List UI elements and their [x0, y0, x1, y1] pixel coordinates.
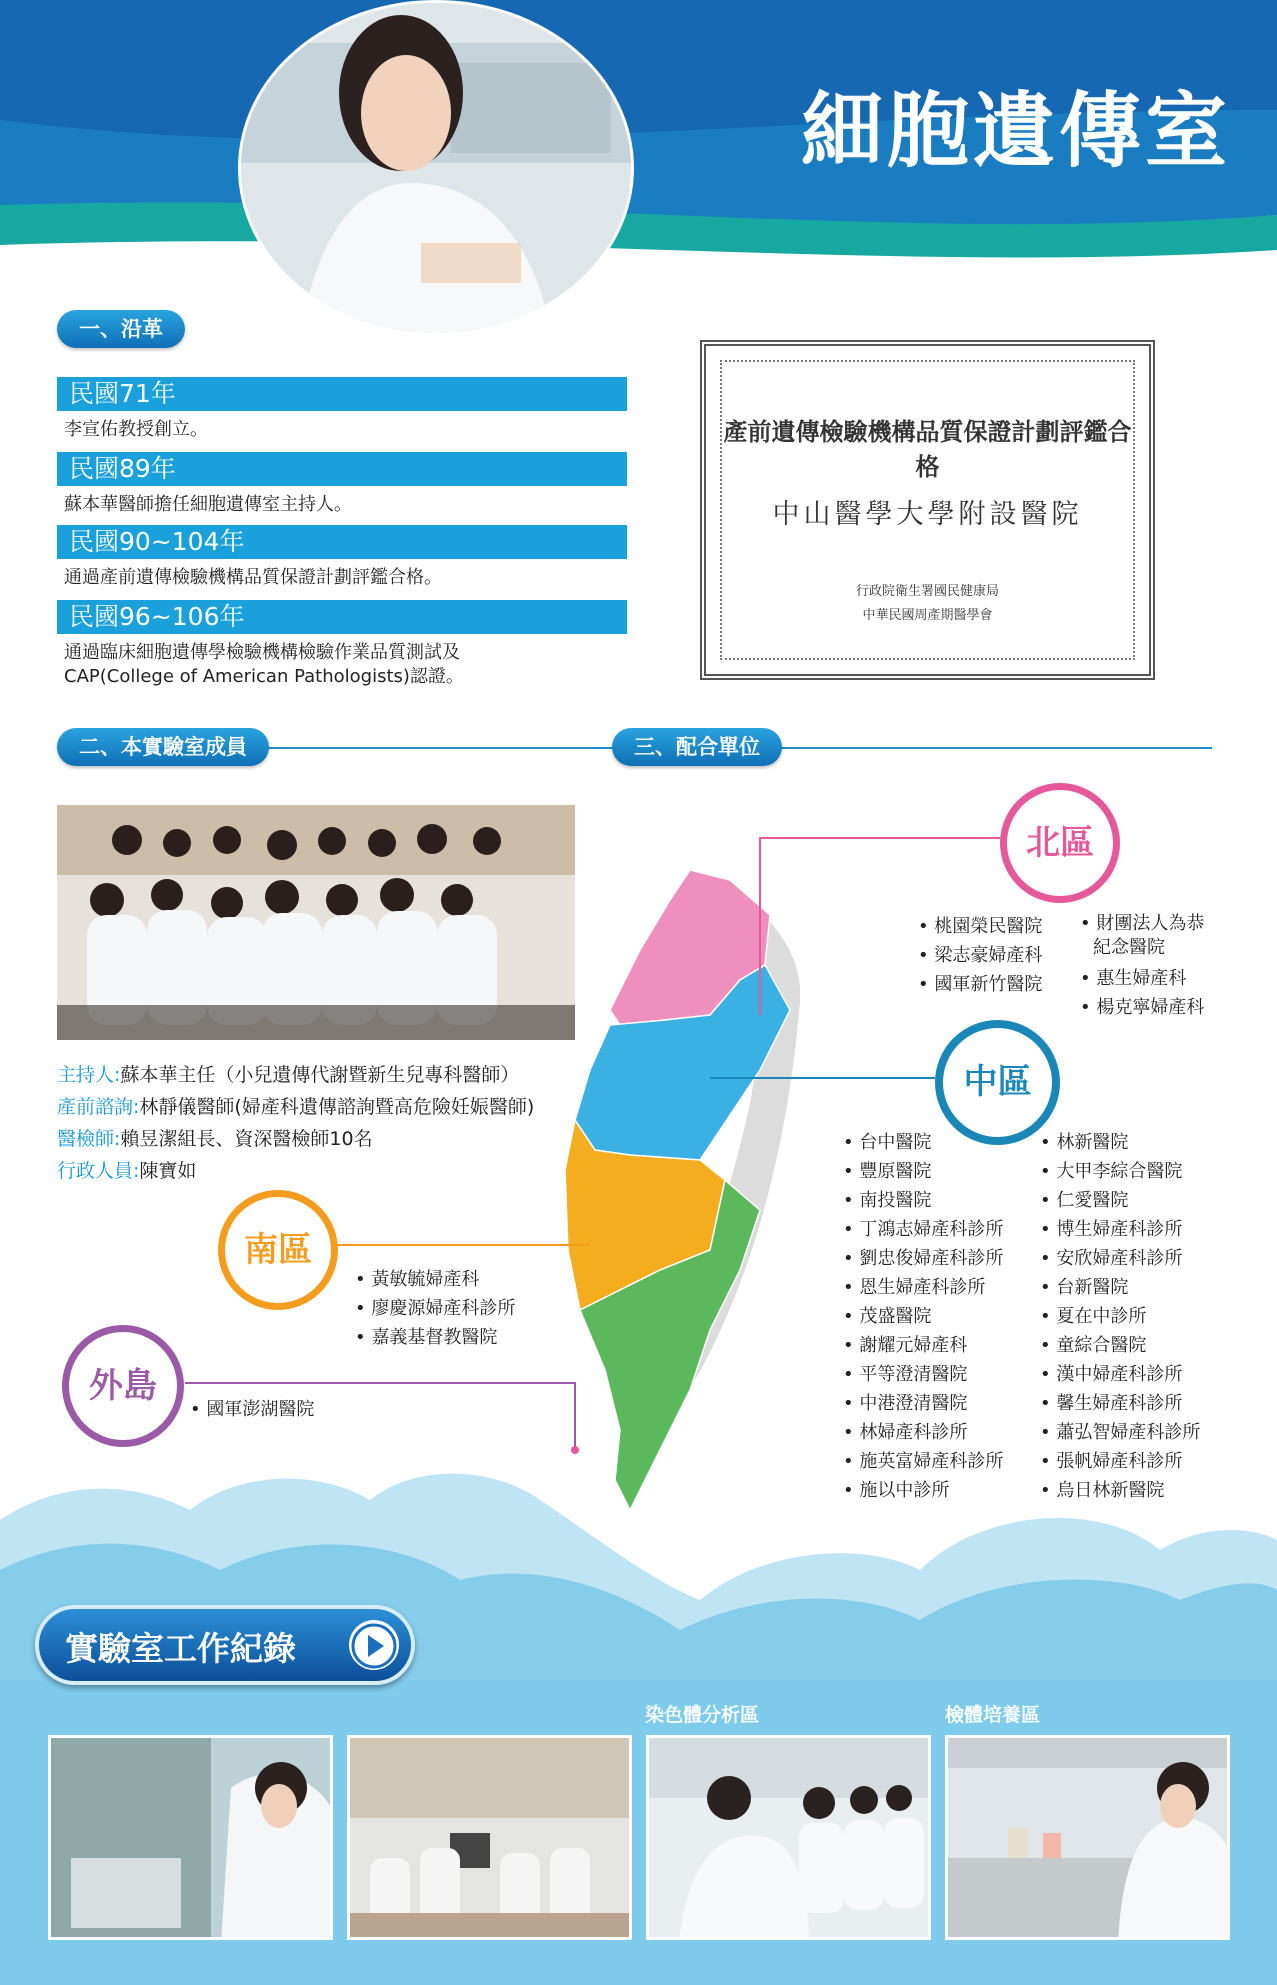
staff-role: 醫檢師: — [57, 1128, 121, 1150]
certificate-hospital: 中山醫學大學附設醫院 — [772, 499, 1083, 530]
specimen-culture-photo — [945, 1735, 1230, 1940]
year-bar: 民國90~104年 — [57, 525, 627, 559]
history-text: 李宣佑教授創立。 — [64, 419, 208, 440]
year-bar: 民國96~106年 — [57, 600, 627, 634]
staff-name: 蘇本華主任（小兒遺傳代謝暨新生兒專科醫師） — [120, 1064, 520, 1086]
photo-label: 檢體培養區 — [945, 1704, 1041, 1726]
certificate-issuer: 中華民國周產期醫學會 — [862, 608, 993, 623]
hospital-item: • 林新醫院 — [1040, 1132, 1129, 1153]
photo-label: 染色體分析區 — [645, 1704, 760, 1726]
lab-photo — [48, 1735, 333, 1940]
hospital-item: • 惠生婦產科 — [1080, 968, 1187, 989]
history-text: 通過產前遺傳檢驗機構品質保證計劃評鑑合格。 — [64, 567, 442, 588]
section-heading-members: 二、本實驗室成員 — [57, 728, 269, 766]
hospital-item: • 廖慶源婦產科診所 — [355, 1298, 516, 1319]
certificate-issuer: 行政院衛生署國民健康局 — [855, 584, 999, 599]
hospital-item: • 安欣婦產科診所 — [1040, 1248, 1183, 1269]
hospital-item: • 桃園榮民醫院 — [918, 916, 1043, 937]
hospital-item: • 童綜合醫院 — [1040, 1335, 1147, 1356]
hospital-item: • 南投醫院 — [843, 1190, 932, 1211]
region-north-badge: 北區 — [1000, 783, 1120, 903]
region-central-badge: 中區 — [935, 1020, 1060, 1145]
hospital-item: • 劉忠俊婦產科診所 — [843, 1248, 1004, 1269]
hospital-item: • 豐原醫院 — [843, 1161, 932, 1182]
hospital-item: • 嘉義基督教醫院 — [355, 1327, 498, 1348]
hospital-item: • 中港澄清醫院 — [843, 1393, 968, 1414]
hospital-item: • 平等澄清醫院 — [843, 1364, 968, 1385]
lab-photo — [347, 1735, 632, 1940]
chromosome-analysis-photo — [646, 1735, 931, 1940]
staff-role: 主持人: — [57, 1064, 121, 1086]
history-text: 通過臨床細胞遺傳學檢驗機構檢驗作業品質測試及 — [64, 642, 460, 663]
history-text: 蘇本華醫師擔任細胞遺傳室主持人。 — [64, 494, 352, 515]
region-islands-badge: 外島 — [62, 1325, 184, 1447]
hospital-item: • 林婦產科診所 — [843, 1422, 968, 1443]
hospital-item: • 謝耀元婦產科 — [843, 1335, 968, 1356]
section-heading-partners: 三、配合單位 — [612, 728, 782, 766]
hospital-item: • 漢中婦產科診所 — [1040, 1364, 1183, 1385]
hospital-item: • 台新醫院 — [1040, 1277, 1129, 1298]
central-list-col2 — [1040, 1128, 1200, 1505]
staff-role: 產前諮詢: — [57, 1096, 140, 1118]
hospital-item: • 仁愛醫院 — [1040, 1190, 1129, 1211]
year-bar: 民國71年 — [57, 377, 627, 411]
north-list-col1 — [918, 912, 1042, 999]
year-bar: 民國89年 — [57, 452, 627, 486]
north-list-col2 — [1080, 912, 1204, 1022]
hospital-item: • 大甲李綜合醫院 — [1040, 1161, 1183, 1182]
hospital-item: • 張帆婦產科診所 — [1040, 1451, 1183, 1472]
hospital-item: • 恩生婦產科診所 — [843, 1277, 986, 1298]
certificate-heading: 產前遺傳檢驗機構品質保證計劃評鑑合格 — [723, 417, 1132, 481]
staff-name: 賴昱潔組長、資深醫檢師10名 — [120, 1128, 373, 1150]
history-text: CAP(College of American Pathologists)認證。 — [64, 666, 464, 687]
south-list — [355, 1265, 515, 1352]
islands-list — [190, 1395, 314, 1424]
section-heading-history: 一、沿革 — [57, 310, 185, 348]
hospital-item: • 茂盛醫院 — [843, 1306, 932, 1327]
play-icon — [349, 1620, 399, 1670]
hospital-item: • 國軍澎湖醫院 — [190, 1399, 315, 1420]
staff-name: 林靜儀醫師(婦產科遺傳諮詢暨高危險妊娠醫師) — [139, 1096, 535, 1118]
region-south-badge: 南區 — [218, 1190, 338, 1310]
hospital-item-continued: 紀念醫院 — [1093, 937, 1165, 958]
hospital-item: • 台中醫院 — [843, 1132, 932, 1153]
hospital-item: • 夏在中診所 — [1040, 1306, 1147, 1327]
staff-role: 行政人員: — [57, 1160, 140, 1182]
hospital-item: • 馨生婦產科診所 — [1040, 1393, 1183, 1414]
hospital-item: • 楊克寧婦產科 — [1080, 997, 1205, 1018]
hospital-item: • 黃敏毓婦產科 — [355, 1269, 480, 1290]
hospital-item: • 烏日林新醫院 — [1040, 1480, 1165, 1501]
work-record-button[interactable] — [35, 1605, 415, 1685]
hospital-item: • 蕭弘智婦產科診所 — [1040, 1422, 1201, 1443]
hospital-item: • 施英富婦產科診所 — [843, 1451, 1004, 1472]
staff-name: 陳寶如 — [139, 1160, 197, 1182]
hospital-item: • 博生婦產科診所 — [1040, 1219, 1183, 1240]
hospital-item: • 財團法人為恭 — [1080, 913, 1205, 934]
hospital-item: • 國軍新竹醫院 — [918, 974, 1043, 995]
hospital-item: • 梁志豪婦產科 — [918, 945, 1043, 966]
work-record-label: 實驗室工作紀錄 — [65, 1629, 296, 1668]
page-title: 細胞遺傳室 — [800, 84, 1231, 179]
hospital-item: • 丁鴻志婦產科診所 — [843, 1219, 1004, 1240]
central-list-col1 — [843, 1128, 1003, 1505]
hospital-item: • 施以中診所 — [843, 1480, 950, 1501]
